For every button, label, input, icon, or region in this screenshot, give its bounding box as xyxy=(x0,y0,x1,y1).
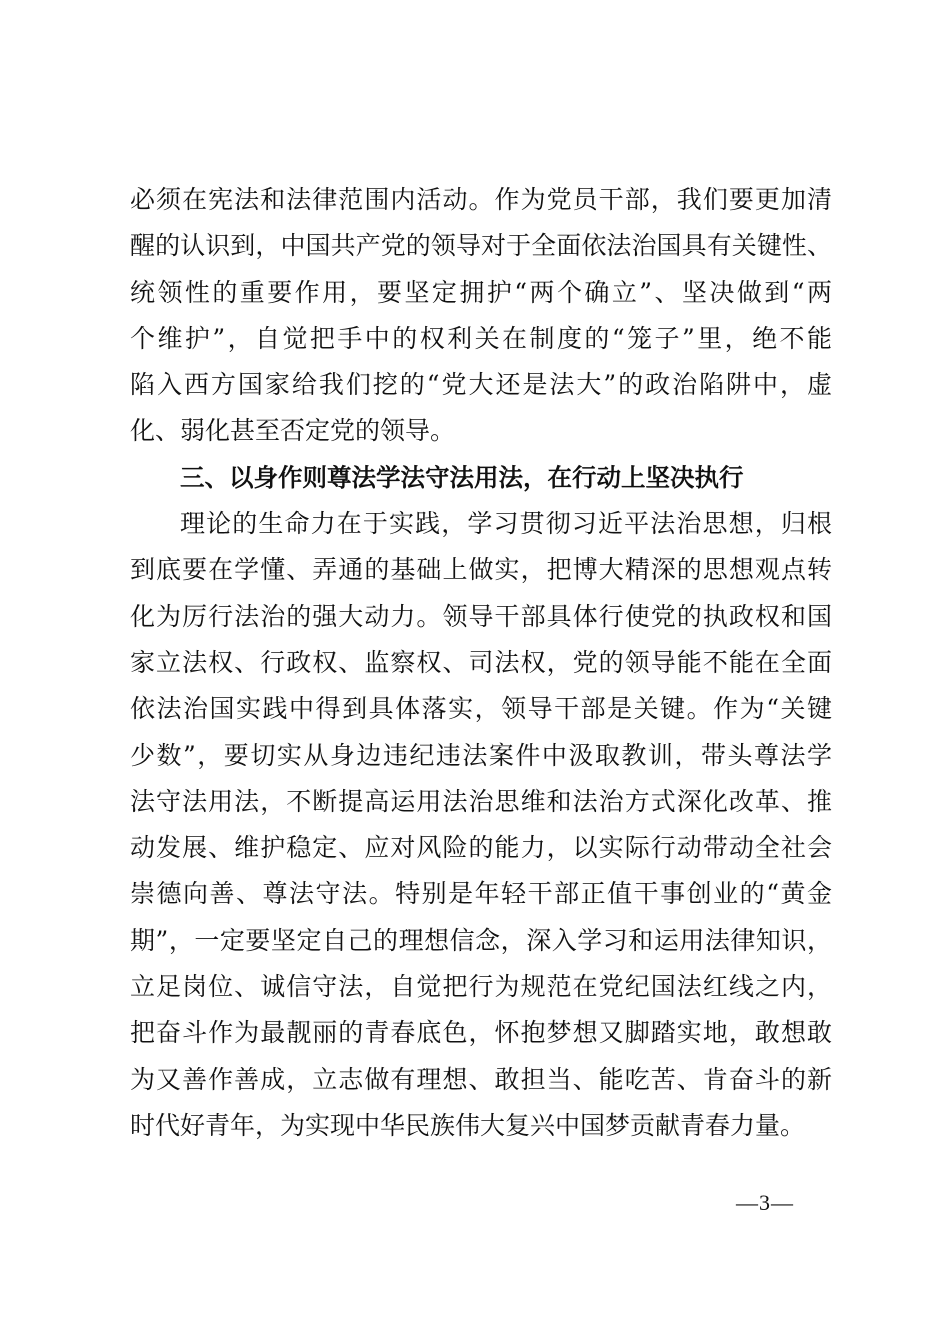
page-number: —3— xyxy=(736,1190,794,1215)
text-line: 家立法权、行政权、监察权、司法权，党的领导能不能在全面 xyxy=(130,647,832,677)
text-line: 化、弱化甚至否定党的领导。 xyxy=(130,416,456,446)
text-line: 个维护”，自觉把手中的权利关在制度的“笼子”里，绝不能 xyxy=(130,323,832,353)
text-line: 陷入西方国家给我们挖的“党大还是法大”的政治陷阱中，虚 xyxy=(130,370,832,400)
text-line: 期”，一定要坚定自己的理想信念，深入学习和运用法律知识， xyxy=(130,925,832,955)
text-line: 法守法用法，不断提高运用法治思维和法治方式深化改革、推 xyxy=(130,786,832,816)
text-line: 崇德向善、尊法守法。特别是年轻干部正值干事创业的“黄金 xyxy=(130,879,832,909)
paragraph xyxy=(130,501,832,1149)
text-line: 少数”，要切实从身边违纪违法案件中汲取教训，带头尊法学 xyxy=(130,740,832,770)
text-line: 依法治国实践中得到具体落实，领导干部是关键。作为“关键 xyxy=(130,694,832,724)
text-line: 化为厉行法治的强大动力。领导干部具体行使党的执政权和国 xyxy=(130,601,832,631)
text-line: 到底要在学懂、弄通的基础上做实，把博大精深的思想观点转 xyxy=(130,555,832,585)
text-line: 醒的认识到，中国共产党的领导对于全面依法治国具有关键性、 xyxy=(130,231,832,261)
text-line: 时代好青年，为实现中华民族伟大复兴中国梦贡献青春力量。 xyxy=(130,1110,806,1140)
text-line: 把奋斗作为最靓丽的青春底色，怀抱梦想又脚踏实地，敢想敢 xyxy=(130,1018,832,1048)
text-line: 动发展、维护稳定、应对风险的能力，以实际行动带动全社会 xyxy=(130,833,832,863)
section-heading xyxy=(130,455,832,501)
text-line: 立足岗位、诚信守法，自觉把行为规范在党纪国法红线之内， xyxy=(130,972,832,1002)
paragraph xyxy=(130,177,832,455)
text-line: 为又善作善成，立志做有理想、敢担当、能吃苦、肯奋斗的新 xyxy=(130,1064,832,1094)
text-line: 理论的生命力在于实践，学习贯彻习近平法治思想，归根 xyxy=(180,509,832,539)
text-line: 必须在宪法和法律范围内活动。作为党员干部，我们要更加清 xyxy=(130,185,832,214)
text-line: 三、以身作则尊法学法守法用法，在行动上坚决执行 xyxy=(180,462,744,492)
document-body xyxy=(130,177,832,1149)
text-line: 统领性的重要作用，要坚定拥护“两个确立”、坚决做到“两 xyxy=(130,277,832,307)
